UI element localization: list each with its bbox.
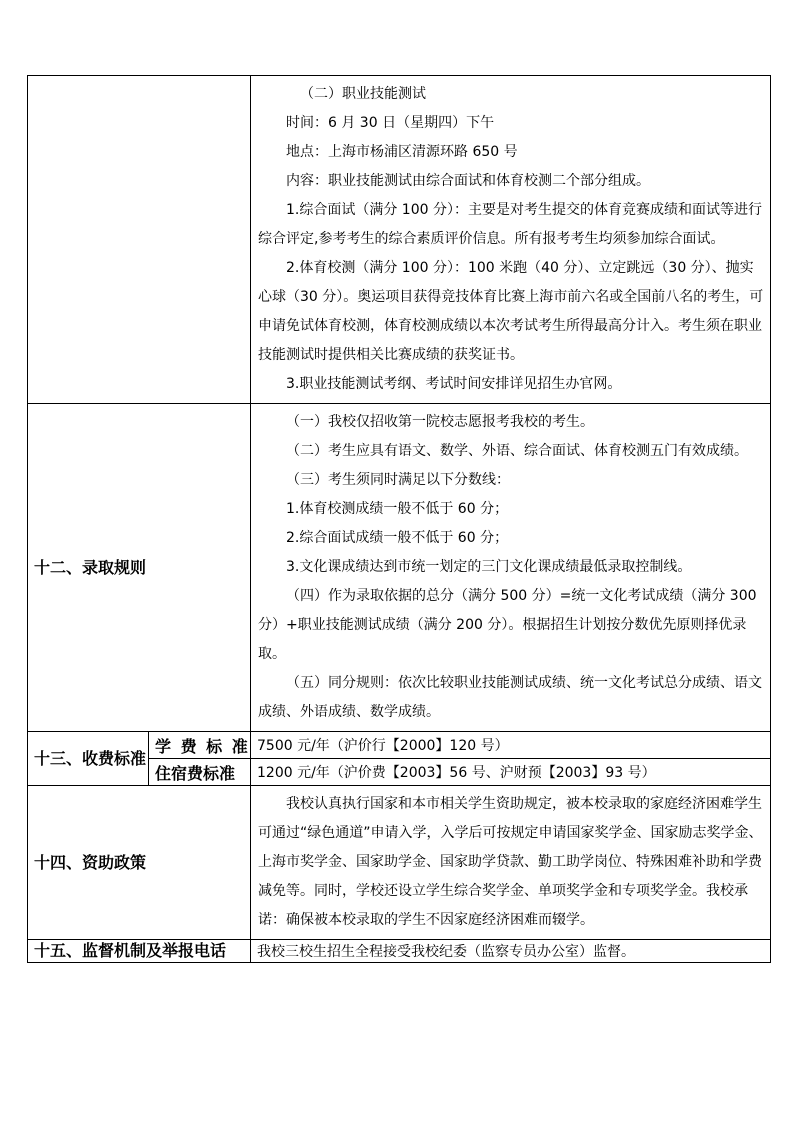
skill-test-heading: （二）职业技能测试 (300, 86, 426, 102)
skill-test-location: 地点：上海市杨浦区清源环路 650 号 (286, 144, 518, 160)
tuition-value: 7500 元/年（沪价行【2000】120 号） (251, 732, 771, 759)
section-15-row (28, 940, 771, 963)
admissions-table (27, 75, 771, 963)
lodging-value: 1200 元/年（沪价费【2003】56 号、沪财预【2003】93 号） (251, 759, 771, 786)
admission-rule-3-2: 2.综合面试成绩一般不低于 60 分； (286, 530, 509, 546)
section-11-row (28, 76, 771, 404)
section-14-row (28, 786, 771, 940)
admission-rule-4: （四）作为录取依据的总分（满分 500 分）=统一文化考试成绩（满分 300 分）+职业技能测试成绩（满分 200 分）。根据招生计划按分数优先原则择优录取。 (258, 588, 757, 662)
skill-test-physical: 2.体育校测（满分 100 分）：100 米跑（40 分）、立定跳远（30 分）、抛实心球（30 分）。奥运项目获得竞技体育比赛上海市前六名或全国前八名的考生，可申请免试体育校测，体育校测成绩以本次考试考生所得最高分计入。考生须在职业技能测试时提供相关比赛成绩的获奖证书。 (258, 260, 764, 363)
section-13-label: 十三、收费标准 (28, 732, 149, 786)
skill-test-content: 内容：职业技能测试由综合面试和体育校测二个部分组成。 (286, 173, 650, 189)
lodging-label: 住宿费标准 (149, 759, 251, 786)
section-11-label-cell (28, 76, 251, 404)
admission-rule-2: （二）考生应具有语文、数学、外语、综合面试、体育校测五门有效成绩。 (286, 443, 748, 459)
admission-rule-3-3: 3.文化课成绩达到市统一划定的三门文化课成绩最低录取控制线。 (286, 559, 692, 575)
supervision-text: 我校三校生招生全程接受我校纪委（监察专员办公室）监督。 (251, 940, 771, 963)
section-12-content (251, 404, 771, 732)
section-12-row (28, 404, 771, 732)
section-11-content (251, 76, 771, 404)
admission-rule-3: （三）考生须同时满足以下分数线： (286, 472, 510, 488)
section-14-content (251, 786, 771, 940)
skill-test-interview: 1.综合面试（满分 100 分）：主要是对考生提交的体育竞赛成绩和面试等进行综合评定,参考考生的综合素质评价信息。所有报考考生均须参加综合面试。 (258, 202, 762, 247)
skill-test-time: 时间：6 月 30 日（星期四）下午 (286, 115, 495, 131)
skill-test-schedule: 3.职业技能测试考纲、考试时间安排详见招生办官网。 (286, 376, 622, 392)
admission-rule-5: （五）同分规则：依次比较职业技能测试成绩、统一文化考试总分成绩、语文成绩、外语成绩、数学成绩。 (258, 675, 762, 720)
section-14-label: 十四、资助政策 (28, 786, 251, 940)
financial-aid-text: 我校认真执行国家和本市相关学生资助规定，被本校录取的家庭经济困难学生可通过“绿色通道”申请入学，入学后可按规定申请国家奖学金、国家励志奖学金、上海市奖学金、国家助学金、国家助学贷款、勤工助学岗位、特殊困难补助和学费减免等。同时，学校还设立学生综合奖学金、单项奖学金和专项奖学金。我校承诺：确保被本校录取的学生不因家庭经济困难而辍学。 (258, 796, 763, 928)
section-12-label: 十二、录取规则 (28, 404, 251, 732)
admission-rule-3-1: 1.体育校测成绩一般不低于 60 分； (286, 501, 509, 517)
admission-rule-1: （一）我校仅招收第一院校志愿报考我校的考生。 (286, 414, 594, 430)
tuition-label: 学 费 标 准 (149, 732, 251, 759)
section-15-label: 十五、监督机制及举报电话 (28, 940, 251, 963)
fee-row-tuition (28, 732, 771, 759)
